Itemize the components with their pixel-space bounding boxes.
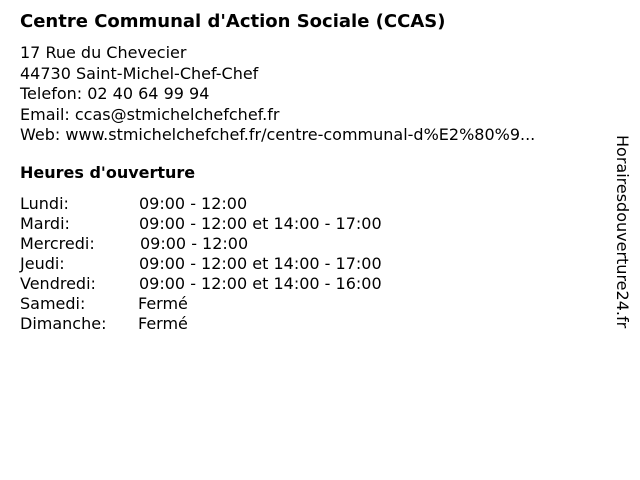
time-value: 09:00 - 12:00: [140, 234, 249, 253]
time-value: 09:00 - 12:00: [139, 194, 248, 213]
time-value: 09:00 - 12:00 et 14:00 - 17:00: [139, 254, 382, 273]
hours-heading: Heures d'ouverture: [20, 163, 196, 182]
day-label: Dimanche:: [20, 314, 107, 333]
street-address: 17 Rue du Chevecier: [20, 43, 187, 62]
site-watermark: Horairesdouverture24.fr: [613, 135, 632, 329]
day-label: Samedi:: [20, 294, 86, 313]
time-value: Fermé: [138, 314, 188, 333]
email-address: Email: ccas@stmichelchefchef.fr: [20, 104, 280, 124]
day-label: Mardi:: [20, 214, 70, 233]
time-value: Fermé: [138, 294, 188, 313]
phone-number: Telefon: 02 40 64 99 94: [20, 84, 210, 103]
time-value: 09:00 - 12:00 et 14:00 - 16:00: [139, 274, 382, 293]
day-label: Mercredi:: [20, 234, 95, 253]
city-postcode: 44730 Saint-Michel-Chef-Chef: [20, 63, 259, 83]
day-label: Vendredi:: [20, 274, 96, 293]
page-title: Centre Communal d'Action Sociale (CCAS): [20, 11, 446, 32]
website-url: Web: www.stmichelchefchef.fr/centre-communal-d%E2%80%9...: [20, 125, 536, 144]
time-value: 09:00 - 12:00 et 14:00 - 17:00: [139, 214, 382, 233]
day-label: Jeudi:: [20, 254, 65, 273]
address-block: [20, 43, 535, 146]
day-label: Lundi:: [20, 194, 69, 213]
